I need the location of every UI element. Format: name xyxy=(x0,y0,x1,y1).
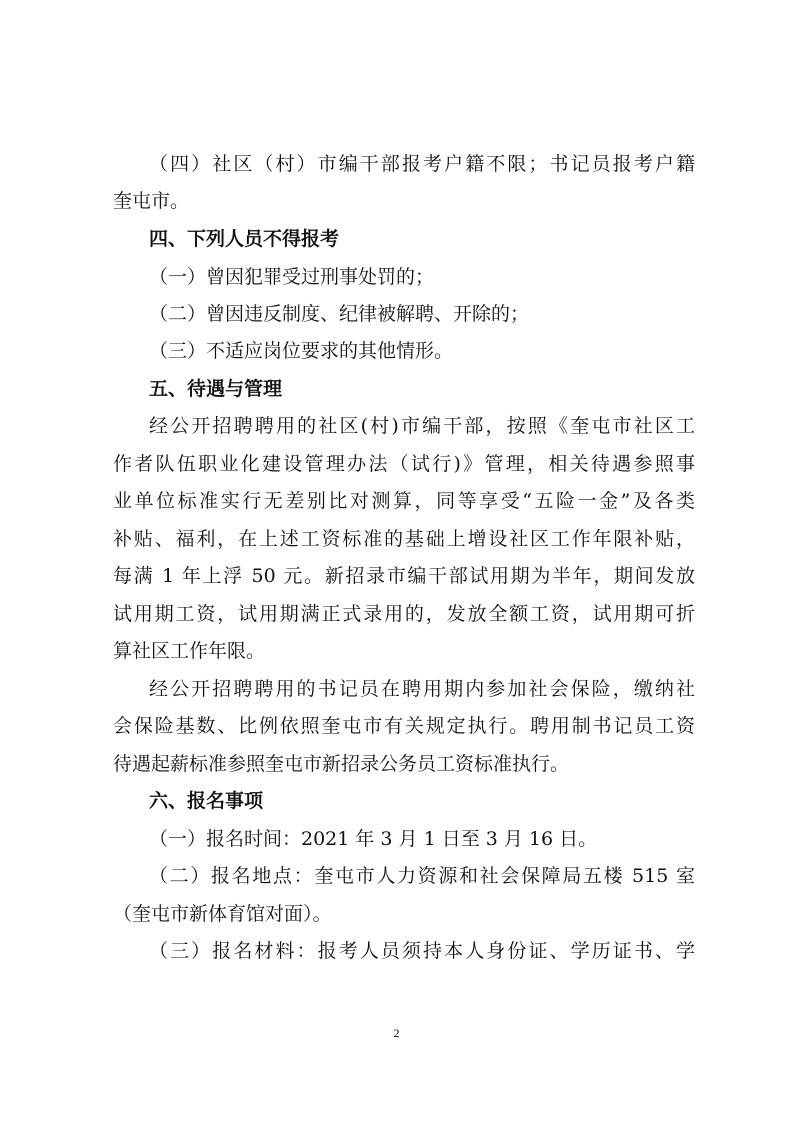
list-item: （三）报名材料：报考人员须持本人身份证、学历证书、学 xyxy=(149,940,695,962)
list-item: （二）报名地点：奎屯市人力资源和社会保障局五楼 515 室 xyxy=(149,865,695,887)
section-heading: 六、报名事项 xyxy=(149,790,264,812)
paragraph-line: （四）社区（村）市编干部报考户籍不限；书记员报考户籍 xyxy=(149,153,695,175)
paragraph-line: （奎屯市新体育馆对面）。 xyxy=(113,903,332,925)
page-number: 2 xyxy=(393,1026,400,1040)
paragraph-line: 会保险基数、比例依照奎屯市有关规定执行。聘用制书记员工资 xyxy=(113,715,695,737)
paragraph-line: 经公开招聘聘用的社区(村)市编干部，按照《奎屯市社区工 xyxy=(149,415,695,437)
list-item: （三）不适应岗位要求的其他情形。 xyxy=(149,340,454,362)
paragraph-line: 待遇起薪标准参照奎屯市新招录公务员工资标准执行。 xyxy=(113,753,570,775)
paragraph-line: 作者队伍职业化建设管理办法（试行)》管理，相关待遇参照事 xyxy=(113,453,695,475)
paragraph-line: 补贴、福利，在上述工资标准的基础上增设社区工作年限补贴， xyxy=(113,528,695,550)
paragraph-line: 经公开招聘聘用的书记员在聘用期内参加社会保险，缴纳社 xyxy=(149,678,695,700)
paragraph-line: 奎屯市。 xyxy=(113,190,190,212)
list-item: （二）曾因违反制度、纪律被解聘、开除的； xyxy=(149,303,530,325)
paragraph-line: 每满 1 年上浮 50 元。新招录市编干部试用期为半年，期间发放 xyxy=(113,565,695,587)
paragraph-line: 试用期工资，试用期满正式录用的，发放全额工资，试用期可折 xyxy=(113,603,695,625)
list-item: （一）曾因犯罪受过刑事处罚的； xyxy=(149,266,435,288)
paragraph-line: 业单位标准实行无差别比对测算，同等享受“五险一金”及各类 xyxy=(113,490,695,512)
section-heading: 五、待遇与管理 xyxy=(149,378,283,400)
paragraph-line: 算社区工作年限。 xyxy=(113,640,266,662)
section-heading: 四、下列人员不得报考 xyxy=(149,228,340,250)
list-item: （一）报名时间：2021 年 3 月 1 日至 3 月 16 日。 xyxy=(149,828,598,850)
